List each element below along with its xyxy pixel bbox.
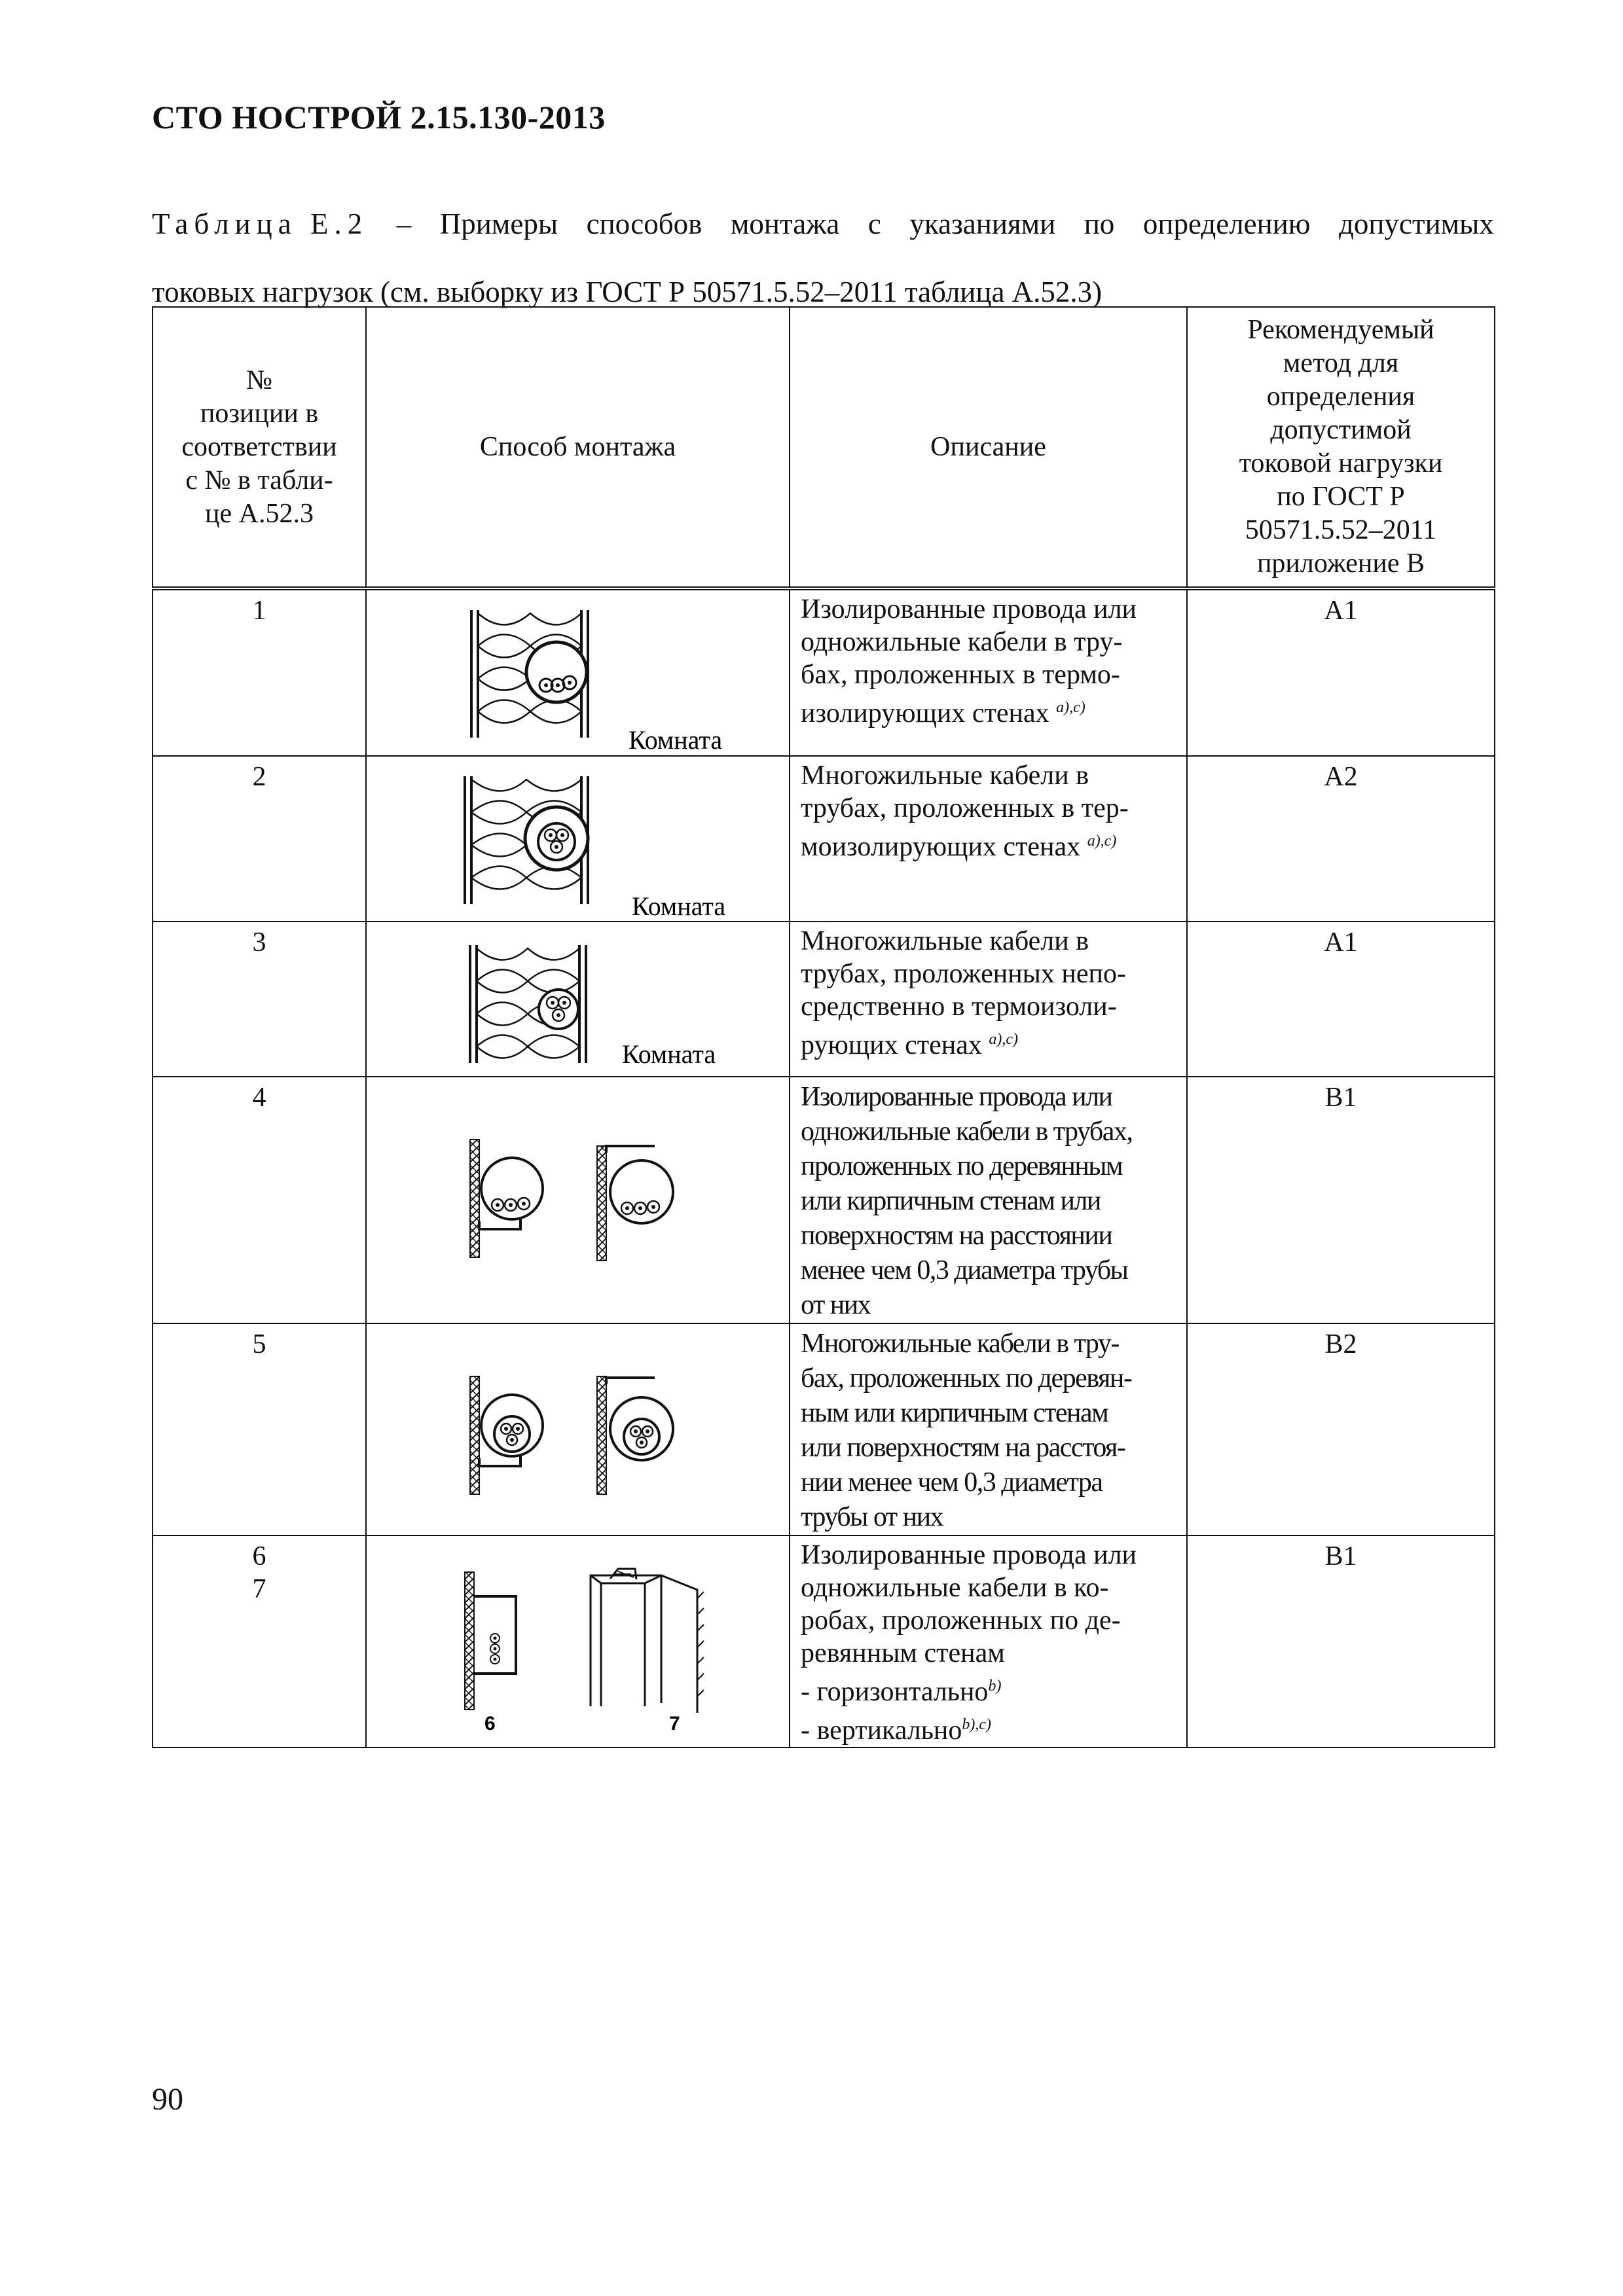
caption-line-2: токовых нагрузок (см. выборку из ГОСТ Р 50571.5.52–2011 таблица А.52.3) [152,276,1103,308]
footnote-ref: b),c) [962,1716,992,1733]
row-number: 5 [153,1323,366,1535]
row-number: 6 7 [153,1535,366,1748]
installation-figure [366,1323,790,1535]
figure-label-7: 7 [669,1713,680,1734]
table-header-row [153,307,1495,588]
header-installation-method: Способ монтажа [366,307,790,588]
row-description: Многожильные кабели в трубах, проложенных непо- средственно в термоизоли- рующих стенах $^{a),c)}$ [790,922,1187,1077]
row-description: Изолированные провода или одножильные кабели в трубах, проложенных по деревянным или кирпичным стенам или поверхностям на расстоянии менее чем 0,3 диаметра трубы от них [790,1077,1187,1323]
row-description: Изолированные провода или одножильные кабели в ко- робах, проложенных по де- ревянным стенам - горизонтально$^{b)}$ - вертикально$^{b),c)}$ [790,1535,1187,1748]
installation-figure [366,588,790,756]
installation-figure [366,756,790,922]
installation-figure [366,922,790,1077]
header-recommended-method: Рекомендуемый метод для определения допустимой токовой нагрузки по ГОСТ Р 50571.5.52–2011 приложение В [1187,307,1495,588]
row-method: B1 [1187,1535,1495,1748]
row-method: A2 [1187,756,1495,922]
row-method: A1 [1187,922,1495,1077]
caption-word: Примеры [439,207,558,240]
row-description: Изолированные провода или одножильные кабели в тру- бах, проложенных в термо- изолирующих стенах $^{a),c)}$ [790,588,1187,756]
installation-figure [366,1077,790,1323]
caption-label: Таблица Е.2 [152,207,369,240]
figure-label-6: 6 [484,1713,496,1734]
caption-line-1 [152,190,1494,258]
header-position-number: № позиции в соответствии с № в табли- це А.52.3 [153,307,366,588]
row-number: 4 [153,1077,366,1323]
caption-word: по [1084,207,1115,240]
row-method: A1 [1187,588,1495,756]
footnote-ref: a),c) [989,1031,1019,1048]
room-label: Комната [622,1039,716,1069]
table-caption [152,190,1494,326]
row-method: B1 [1187,1077,1495,1323]
caption-word: способов [586,207,702,240]
table-row [153,1077,1495,1323]
room-label: Комната [629,725,723,754]
table-row [153,756,1495,922]
row-method: B2 [1187,1323,1495,1535]
header-description: Описание [790,307,1187,588]
installation-figure [366,1535,790,1748]
row-description: Многожильные кабели в трубах, проложенных в тер- моизолирующих стенах $^{a),c)}$ [790,756,1187,922]
row-description: Многожильные кабели в тру- бах, проложенных по деревян- ным или кирпичным стенам или поверхностям на расстоя- нии менее чем 0,3 диаметра трубы от них [790,1323,1187,1535]
installation-methods-table [152,306,1495,1748]
page-number: 90 [152,2082,183,2117]
caption-word: определению [1142,207,1311,240]
caption-word: – [396,207,412,240]
room-label: Комната [632,891,726,920]
table-row [153,1535,1495,1748]
caption-word: допустимых [1338,207,1494,240]
table-row [153,922,1495,1077]
document-code: СТО НОСТРОЙ 2.15.130-2013 [152,99,606,135]
caption-word: с [867,207,881,240]
caption-word: монтажа [730,207,840,240]
caption-word: указаниями [909,207,1056,240]
table-row [153,1323,1495,1535]
footnote-ref: b) [988,1677,1002,1695]
row-number: 1 [153,588,366,756]
row-number: 3 [153,922,366,1077]
table-row [153,588,1495,756]
row-number: 2 [153,756,366,922]
footnote-ref: a),c) [1056,699,1085,716]
footnote-ref: a),c) [1087,833,1117,850]
